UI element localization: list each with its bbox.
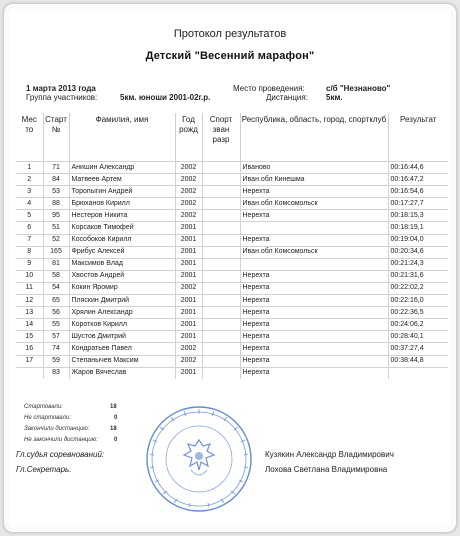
col-region-club: Республика, область, город, спортклуб bbox=[240, 113, 388, 162]
table-row bbox=[16, 258, 448, 270]
cell-name: Анишин Александр bbox=[69, 162, 175, 174]
cell-result: 00:16:47,2 bbox=[388, 174, 448, 186]
cell-name: Степанычев Максим bbox=[69, 355, 175, 367]
col-start-number: Старт № bbox=[43, 113, 69, 162]
cell-birth-year: 2001 bbox=[175, 222, 202, 234]
col-birth-year: Год рожд bbox=[175, 113, 202, 162]
cell-birth-year: 2002 bbox=[175, 198, 202, 210]
cell-sport-rank bbox=[202, 198, 240, 210]
document-title: Протокол результатов bbox=[173, 28, 287, 40]
cell-region: Иван.обл Комсомольск bbox=[240, 198, 388, 210]
cell-birth-year: 2001 bbox=[175, 270, 202, 282]
cell-region bbox=[240, 222, 388, 234]
col-name: Фамилия, имя bbox=[69, 113, 175, 162]
table-row bbox=[16, 367, 448, 379]
cell-birth-year: 2002 bbox=[175, 343, 202, 355]
table-row bbox=[16, 162, 448, 174]
cell-result: 00:38:44,8 bbox=[388, 355, 448, 367]
cell-result: 00:22:36,5 bbox=[388, 307, 448, 319]
cell-birth-year: 2001 bbox=[175, 331, 202, 343]
cell-sport-rank bbox=[202, 162, 240, 174]
cell-result: 00:22:02,2 bbox=[388, 282, 448, 294]
cell-name: Коротков Кирилл bbox=[69, 319, 175, 331]
table-row bbox=[16, 174, 448, 186]
cell-place: 16 bbox=[16, 343, 43, 355]
results-sheet bbox=[10, 10, 450, 526]
cell-start-number: 56 bbox=[43, 307, 69, 319]
cell-name: Хрялин Александр bbox=[69, 307, 175, 319]
cell-place: 3 bbox=[16, 186, 43, 198]
cell-region bbox=[240, 258, 388, 270]
cell-start-number: 53 bbox=[43, 186, 69, 198]
cell-result: 00:18:19,1 bbox=[388, 222, 448, 234]
cell-start-number: 83 bbox=[43, 367, 69, 379]
table-row bbox=[16, 343, 448, 355]
cell-start-number: 51 bbox=[43, 222, 69, 234]
cell-result: 00:19:04,0 bbox=[388, 234, 448, 246]
cell-result: 00:20:34,6 bbox=[388, 246, 448, 258]
cell-sport-rank bbox=[202, 319, 240, 331]
cell-sport-rank bbox=[202, 258, 240, 270]
cell-region: Иван.обл Комсомольск bbox=[240, 246, 388, 258]
secretary-name: Лохова Светлана Владимировна bbox=[265, 465, 388, 474]
cell-place: 12 bbox=[16, 295, 43, 307]
cell-region: Нерехта bbox=[240, 367, 388, 379]
document-frame bbox=[3, 3, 457, 533]
cell-sport-rank bbox=[202, 174, 240, 186]
table-row bbox=[16, 222, 448, 234]
col-sport-rank: Спорт зван разр bbox=[202, 113, 240, 162]
cell-start-number: 58 bbox=[43, 270, 69, 282]
cell-sport-rank bbox=[202, 331, 240, 343]
cell-start-number: 52 bbox=[43, 234, 69, 246]
cell-result: 00:37:27,4 bbox=[388, 343, 448, 355]
cell-name: Максимов Влад bbox=[69, 258, 175, 270]
venue-label: Место проведения: bbox=[233, 84, 305, 93]
cell-sport-rank bbox=[202, 282, 240, 294]
cell-start-number: 81 bbox=[43, 258, 69, 270]
cell-start-number: 55 bbox=[43, 319, 69, 331]
cell-name: Кокин Яромир bbox=[69, 282, 175, 294]
cell-result: 00:21:31,6 bbox=[388, 270, 448, 282]
not-finished-label: Не закончили дистанцию: bbox=[24, 437, 98, 443]
not-started-value: 0 bbox=[114, 415, 118, 421]
cell-birth-year: 2002 bbox=[175, 355, 202, 367]
cell-birth-year: 2001 bbox=[175, 258, 202, 270]
cell-region: Нерехта bbox=[240, 186, 388, 198]
started-value: 18 bbox=[110, 404, 117, 410]
event-title: Детский "Весенний марафон" bbox=[145, 50, 315, 62]
cell-place: 17 bbox=[16, 355, 43, 367]
cell-place: 1 bbox=[16, 162, 43, 174]
cell-start-number: 74 bbox=[43, 343, 69, 355]
cell-place bbox=[16, 367, 43, 379]
table-row bbox=[16, 307, 448, 319]
cell-result: 00:16:44,6 bbox=[388, 162, 448, 174]
cell-sport-rank bbox=[202, 234, 240, 246]
table-row bbox=[16, 246, 448, 258]
table-row bbox=[16, 295, 448, 307]
cell-name: Торопыгин Андрей bbox=[69, 186, 175, 198]
cell-region: Нерехта bbox=[240, 210, 388, 222]
cell-birth-year: 2002 bbox=[175, 282, 202, 294]
chief-judge-label: Гл.судья соревнований: bbox=[16, 450, 105, 459]
venue-value: с/б "Незнаново" bbox=[326, 84, 391, 93]
cell-birth-year: 2001 bbox=[175, 295, 202, 307]
cell-name: Нестеров Никита bbox=[69, 210, 175, 222]
not-started-label: Не стартовали: bbox=[24, 415, 71, 421]
cell-sport-rank bbox=[202, 210, 240, 222]
cell-start-number: 65 bbox=[43, 295, 69, 307]
table-row bbox=[16, 270, 448, 282]
cell-birth-year: 2001 bbox=[175, 234, 202, 246]
cell-name: Пляскин Дмитрий bbox=[69, 295, 175, 307]
cell-result: 00:21:24,3 bbox=[388, 258, 448, 270]
cell-place: 14 bbox=[16, 319, 43, 331]
cell-birth-year: 2001 bbox=[175, 319, 202, 331]
not-finished-value: 0 bbox=[114, 437, 118, 443]
cell-result bbox=[388, 367, 448, 379]
cell-name: Фрибус Алексей bbox=[69, 246, 175, 258]
cell-birth-year: 2002 bbox=[175, 186, 202, 198]
cell-sport-rank bbox=[202, 295, 240, 307]
cell-name: Матвеев Артем bbox=[69, 174, 175, 186]
cell-region: Нерехта bbox=[240, 295, 388, 307]
table-row bbox=[16, 319, 448, 331]
cell-start-number: 59 bbox=[43, 355, 69, 367]
cell-place: 6 bbox=[16, 222, 43, 234]
cell-region: Нерехта bbox=[240, 282, 388, 294]
cell-start-number: 84 bbox=[43, 174, 69, 186]
group-label: Группа участников: bbox=[26, 93, 98, 102]
cell-region: Нерехта bbox=[240, 234, 388, 246]
table-row bbox=[16, 186, 448, 198]
cell-start-number: 57 bbox=[43, 331, 69, 343]
cell-name: Хвостов Андрей bbox=[69, 270, 175, 282]
cell-name: Корсаков Тимофей bbox=[69, 222, 175, 234]
cell-birth-year: 2001 bbox=[175, 367, 202, 379]
cell-birth-year: 2002 bbox=[175, 174, 202, 186]
group-value: 5км. юноши 2001-02г.р. bbox=[120, 93, 211, 102]
cell-birth-year: 2001 bbox=[175, 246, 202, 258]
secretary-label: Гл.Секретарь. bbox=[16, 465, 72, 474]
cell-result: 00:18:15,3 bbox=[388, 210, 448, 222]
cell-result: 00:16:54,6 bbox=[388, 186, 448, 198]
cell-region: Иваново bbox=[240, 162, 388, 174]
results-table bbox=[16, 113, 448, 379]
distance-value: 5км. bbox=[326, 93, 343, 102]
cell-start-number: 165 bbox=[43, 246, 69, 258]
cell-sport-rank bbox=[202, 307, 240, 319]
cell-name: Шустов Дмитрий bbox=[69, 331, 175, 343]
cell-place: 13 bbox=[16, 307, 43, 319]
table-row bbox=[16, 234, 448, 246]
cell-sport-rank bbox=[202, 343, 240, 355]
cell-place: 10 bbox=[16, 270, 43, 282]
cell-region: Нерехта bbox=[240, 331, 388, 343]
table-row bbox=[16, 355, 448, 367]
cell-sport-rank bbox=[202, 246, 240, 258]
cell-start-number: 88 bbox=[43, 198, 69, 210]
cell-sport-rank bbox=[202, 222, 240, 234]
event-date: 1 марта 2013 года bbox=[26, 84, 96, 93]
table-row bbox=[16, 210, 448, 222]
started-label: Стартовали: bbox=[24, 404, 63, 410]
table-row bbox=[16, 331, 448, 343]
cell-place: 5 bbox=[16, 210, 43, 222]
cell-name: Кособоков Кирилл bbox=[69, 234, 175, 246]
cell-name: Брюханов Кирилл bbox=[69, 198, 175, 210]
cell-sport-rank bbox=[202, 270, 240, 282]
cell-place: 11 bbox=[16, 282, 43, 294]
cell-place: 4 bbox=[16, 198, 43, 210]
cell-start-number: 95 bbox=[43, 210, 69, 222]
cell-place: 7 bbox=[16, 234, 43, 246]
table-row bbox=[16, 198, 448, 210]
cell-name: Кондратьев Павел bbox=[69, 343, 175, 355]
cell-region: Нерехта bbox=[240, 319, 388, 331]
cell-birth-year: 2002 bbox=[175, 162, 202, 174]
col-result: Результат bbox=[388, 113, 448, 162]
chief-judge-name: Кузякин Александр Владимирович bbox=[265, 450, 394, 459]
cell-region: Нерехта bbox=[240, 355, 388, 367]
cell-region: Иван.обл Кинешма bbox=[240, 174, 388, 186]
cell-start-number: 71 bbox=[43, 162, 69, 174]
cell-region: Нерехта bbox=[240, 307, 388, 319]
cell-sport-rank bbox=[202, 355, 240, 367]
cell-region: Нерехта bbox=[240, 270, 388, 282]
col-place: Мес то bbox=[21, 115, 37, 134]
cell-result: 00:22:16,0 bbox=[388, 295, 448, 307]
finished-label: Закончили дистанцию: bbox=[24, 426, 90, 432]
table-header-row bbox=[16, 113, 448, 162]
cell-start-number: 54 bbox=[43, 282, 69, 294]
cell-birth-year: 2001 bbox=[175, 307, 202, 319]
cell-place: 15 bbox=[16, 331, 43, 343]
cell-place: 8 bbox=[16, 246, 43, 258]
cell-result: 00:24:06,2 bbox=[388, 319, 448, 331]
cell-birth-year: 2002 bbox=[175, 210, 202, 222]
cell-sport-rank bbox=[202, 367, 240, 379]
table-row bbox=[16, 282, 448, 294]
distance-label: Дистанция: bbox=[266, 93, 308, 102]
cell-sport-rank bbox=[202, 186, 240, 198]
cell-name: Жаров Вячеслав bbox=[69, 367, 175, 379]
cell-result: 00:28:40,1 bbox=[388, 331, 448, 343]
cell-region: Нерехта bbox=[240, 343, 388, 355]
finished-value: 18 bbox=[110, 426, 117, 432]
cell-result: 00:17:27,7 bbox=[388, 198, 448, 210]
official-stamp bbox=[144, 404, 254, 514]
cell-place: 9 bbox=[16, 258, 43, 270]
cell-place: 2 bbox=[16, 174, 43, 186]
